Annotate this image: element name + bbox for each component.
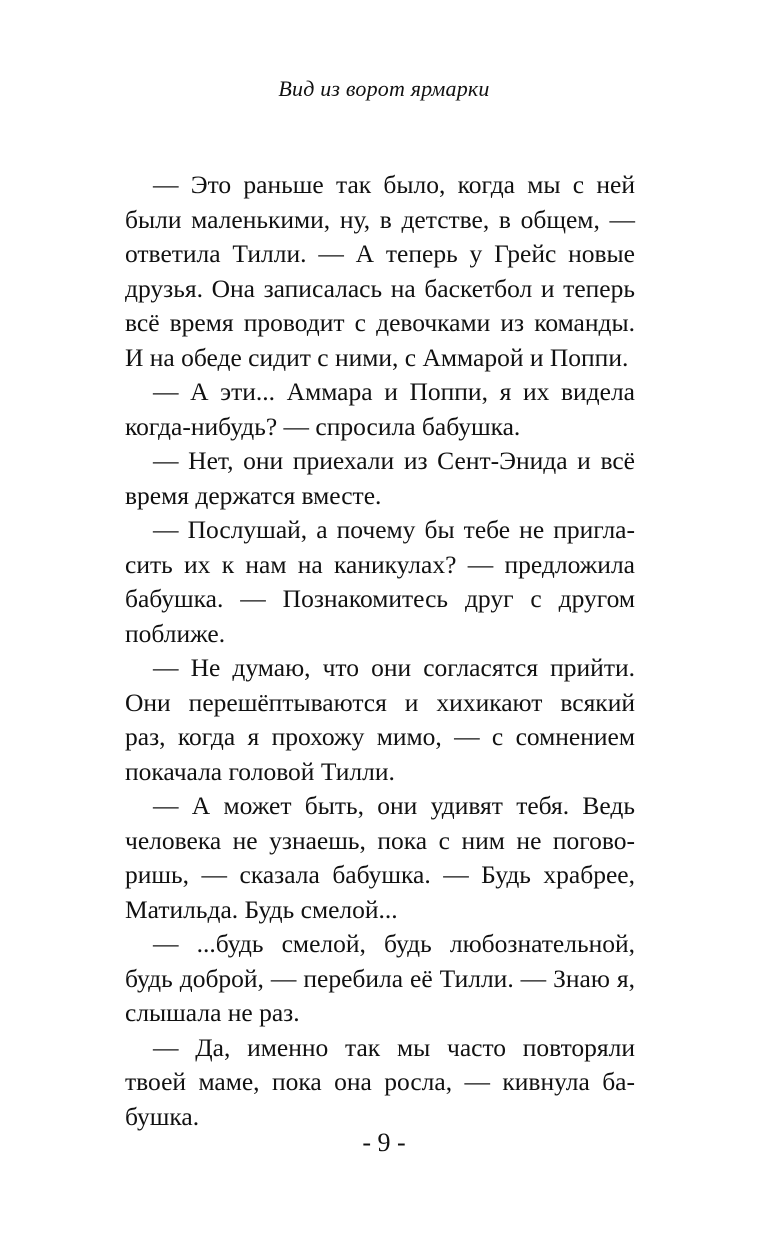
- paragraph: — Не думаю, что они согласятся прийти. Они перешёптываются и хихикают всякий раз, когда я прохожу мимо, — с сомнением покачала головой Тилли.: [125, 653, 635, 786]
- page-body: [125, 168, 635, 1134]
- paragraph: — Нет, они приехали из Сент-Энида и всё время держатся вместе.: [125, 446, 635, 510]
- paragraph: — ...будь смелой, будь любознательной, будь доброй, — перебила её Тилли. — Знаю я, слышала не раз.: [125, 929, 635, 1027]
- paragraph: — Да, именно так мы часто повторяли твоей маме, пока она росла, — кивнула бабушка.: [125, 1032, 635, 1131]
- paragraph: — А эти... Аммара и Поппи, я их видела когда-нибудь? — спросила бабушка.: [125, 377, 635, 441]
- paragraph: — А может быть, они удивят тебя. Ведь человека не узнаешь, пока с ним не поговоришь, — сказала бабушка. — Будь храбрее, Матильда. Будь смелой...: [125, 791, 635, 924]
- page-number: - 9 -: [362, 1128, 406, 1157]
- paragraph: — Это раньше так было, когда мы с ней были маленькими, ну, в детстве, в общем, — ответила Тилли. — А теперь у Грейс новые друзья. Она записалась на баскетбол и теперь всё время проводит с девочками из команды. И на обеде сидит с ними, с Аммарой и Поппи.: [125, 170, 635, 372]
- paragraph: — Послушай, а почему бы тебе не пригласить их к нам на каникулах? — предложила бабушка. — Познакомитесь друг с другом поближе.: [125, 515, 635, 648]
- running-head: Вид из ворот ярмарки: [278, 76, 490, 101]
